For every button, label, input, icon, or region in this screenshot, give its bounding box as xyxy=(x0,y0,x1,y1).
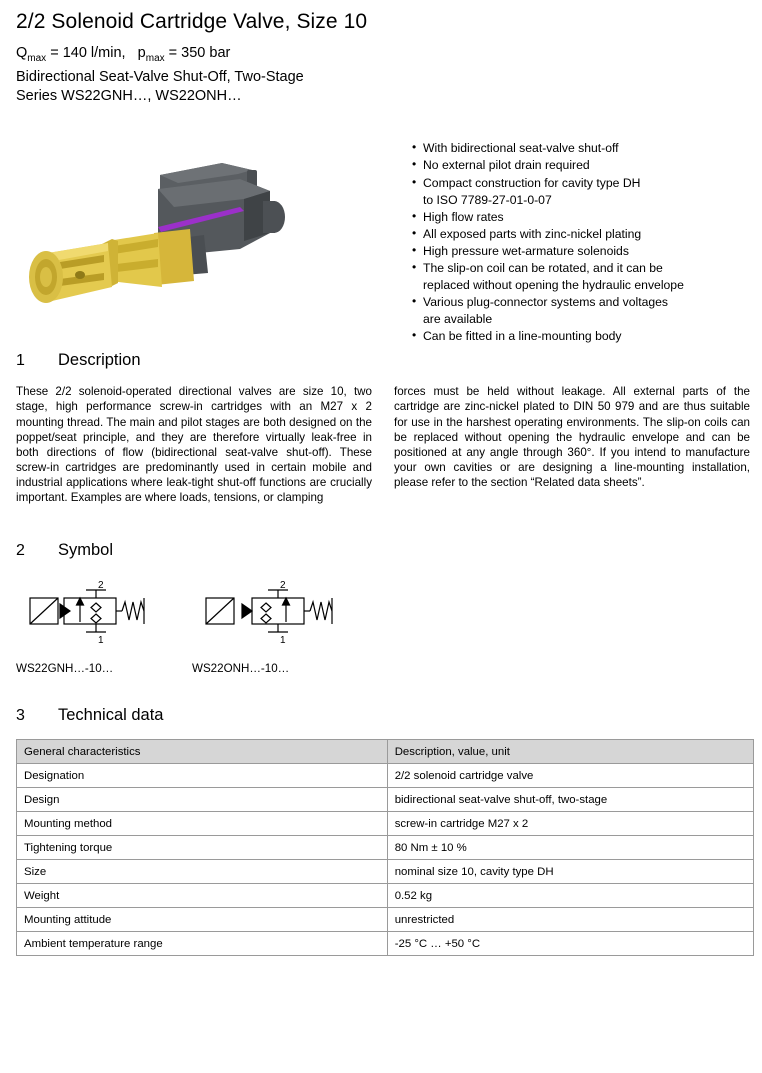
spec-line-series: Series WS22GNH…, WS22ONH… xyxy=(16,87,242,104)
svg-text:1: 1 xyxy=(98,635,104,647)
flow-symbol: Q xyxy=(16,45,28,61)
section-title-description: Description xyxy=(58,351,141,370)
feature-item: • Can be fitted in a line-mounting body xyxy=(412,329,752,345)
svg-text:2: 2 xyxy=(280,580,286,592)
spec-line-type: Bidirectional Seat-Valve Shut-Off, Two-Stage xyxy=(16,69,304,86)
table-cell-value: 2/2 solenoid cartridge valve xyxy=(387,764,753,788)
feature-item: • High pressure wet-armature solenoids xyxy=(412,244,752,260)
table-row xyxy=(17,908,754,932)
table-cell-characteristic: Designation xyxy=(17,764,388,788)
table-cell-characteristic: Mounting method xyxy=(17,812,388,836)
table-row xyxy=(17,836,754,860)
section-number-3: 3 xyxy=(16,707,25,725)
table-cell-value: screw-in cartridge M27 x 2 xyxy=(387,812,753,836)
symbol-diagram-gnh xyxy=(16,574,176,649)
table-row xyxy=(17,764,754,788)
feature-list xyxy=(412,141,752,346)
feature-item: • With bidirectional seat-valve shut-off xyxy=(412,141,752,157)
symbol-diagrams xyxy=(16,574,754,684)
feature-item-continuation: are available xyxy=(423,312,493,327)
table-row xyxy=(17,860,754,884)
section-header-symbol xyxy=(16,541,754,560)
section-header-description xyxy=(16,351,754,370)
table-cell-value: unrestricted xyxy=(387,908,753,932)
symbol-block-gnh xyxy=(16,574,176,675)
page-title: 2/2 Solenoid Cartridge Valve, Size 10 xyxy=(16,10,368,33)
table-row xyxy=(17,932,754,956)
table-cell-value: -25 °C … +50 °C xyxy=(387,932,753,956)
table-cell-characteristic: Size xyxy=(17,860,388,884)
svg-text:2: 2 xyxy=(98,580,104,592)
section-number-2: 2 xyxy=(16,542,25,560)
table-row xyxy=(17,884,754,908)
feature-item: • No external pilot drain required xyxy=(412,158,752,174)
feature-item-continuation: to ISO 7789-27-01-0-07 xyxy=(423,192,552,207)
description-column-left: These 2/2 solenoid-operated directional valves are size 10, two stage, high performance screw-in cartridges with an M27 x 2 mounting thread. The main and pilot stages are both designed on the poppet/seat principle, and they are therefore virtually leak-free in both directions of flow (bidirectional seat-valve shut-off). These screw-in cartridges are predominantly used in certain mobile and industrial applications where leak-tight shut-off functions are crucially important. Examples are where loads, tensions, or clamping xyxy=(16,385,372,505)
feature-item: • The slip-on coil can be rotated, and it can be xyxy=(412,261,752,277)
table-cell-value: 80 Nm ± 10 % xyxy=(387,836,753,860)
section-title-symbol: Symbol xyxy=(58,541,114,560)
table-row xyxy=(17,788,754,812)
flow-value: = 140 l/min, xyxy=(46,45,126,61)
feature-item: • Compact construction for cavity type DH xyxy=(412,176,752,192)
section-header-technical xyxy=(16,706,754,725)
product-photo-valve xyxy=(8,129,308,344)
table-header-cell: General characteristics xyxy=(17,740,388,764)
table-cell-characteristic: Design xyxy=(17,788,388,812)
table-cell-value: nominal size 10, cavity type DH xyxy=(387,860,753,884)
technical-data-table xyxy=(16,739,754,956)
svg-text:1: 1 xyxy=(280,635,286,647)
flow-symbol-subscript: max xyxy=(27,52,47,64)
table-cell-characteristic: Weight xyxy=(17,884,388,908)
table-row xyxy=(17,812,754,836)
table-cell-value: 0.52 kg xyxy=(387,884,753,908)
table-cell-characteristic: Mounting attitude xyxy=(17,908,388,932)
spec-line-flow-pressure xyxy=(16,44,754,68)
symbol-diagram-onh xyxy=(192,574,362,649)
table-cell-characteristic: Tightening torque xyxy=(17,836,388,860)
feature-item: • High flow rates xyxy=(412,210,752,226)
pressure-symbol-subscript: max xyxy=(145,52,165,64)
symbol-caption-onh: WS22ONH…-10… xyxy=(192,662,290,676)
spec-summary xyxy=(16,44,754,105)
pressure-symbol: p xyxy=(137,45,146,61)
pressure-value: = 350 bar xyxy=(164,45,231,61)
symbol-caption-gnh: WS22GNH…-10… xyxy=(16,662,114,676)
symbol-block-onh xyxy=(192,574,362,675)
table-cell-characteristic: Ambient temperature range xyxy=(17,932,388,956)
feature-item: • All exposed parts with zinc-nickel plating xyxy=(412,227,752,243)
section-title-technical: Technical data xyxy=(58,706,164,725)
table-cell-value: bidirectional seat-valve shut-off, two-stage xyxy=(387,788,753,812)
description-body xyxy=(16,384,754,505)
section-number-1: 1 xyxy=(16,352,25,370)
feature-item-continuation: replaced without opening the hydraulic envelope xyxy=(423,278,684,293)
table-header-row xyxy=(17,740,754,764)
hero-area xyxy=(16,119,754,351)
feature-item: • Various plug-connector systems and voltages xyxy=(412,295,752,311)
description-column-right: forces must be held without leakage. All external parts of the cartridge are zinc-nickel plated to DIN 50 979 and are thus suitable for use in the harshest operating environments. The slip-on coils can be replaced without opening the hydraulic envelope and can be positioned at any angle through 360°. If you intend to manufacture your own cavities or are designing a line-mounting installation, please refer to the section “Related data sheets”. xyxy=(394,385,750,489)
table-header-cell: Description, value, unit xyxy=(387,740,753,764)
